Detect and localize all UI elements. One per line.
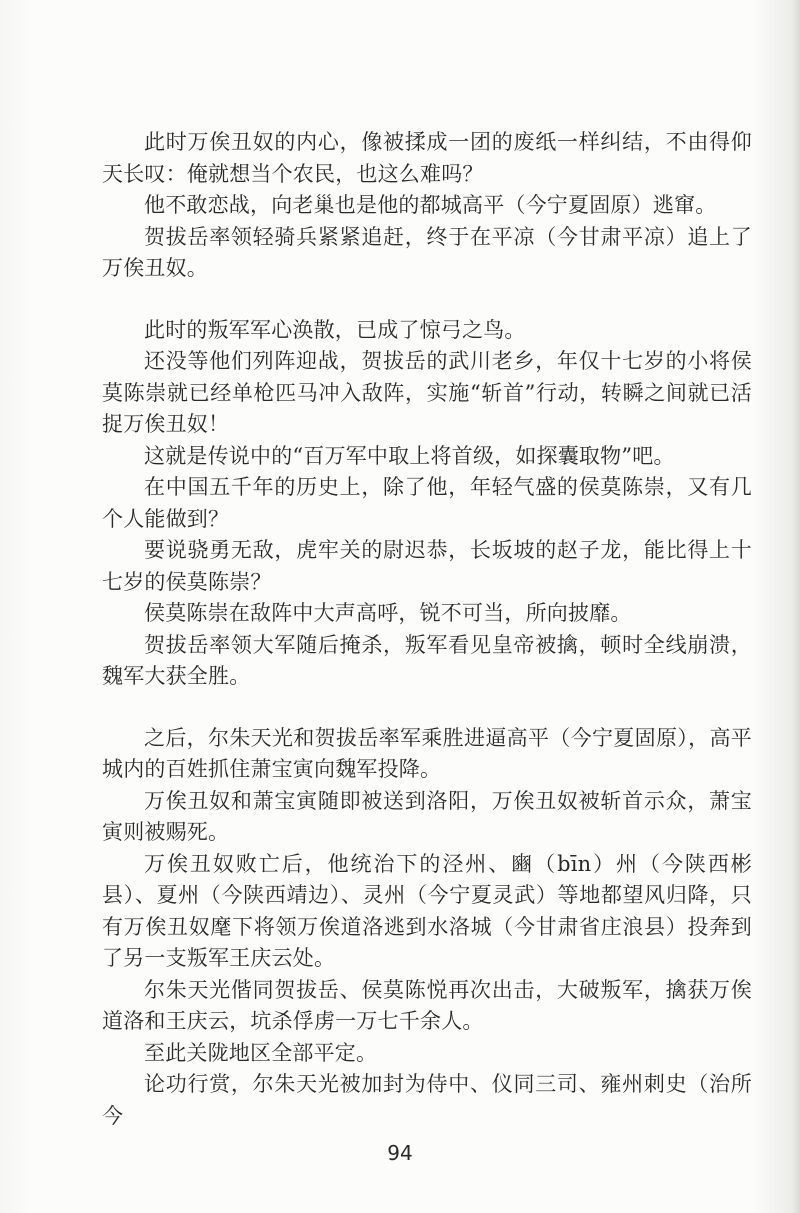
paragraph: 还没等他们列阵迎战，贺拔岳的武川老乡，年仅十七岁的小将侯莫陈崇就已经单枪匹马冲入敌阵，实施“斩首”行动，转瞬之间就已活捉万俟丑奴！ bbox=[102, 349, 752, 436]
paragraph: 至此关陇地区全部平定。 bbox=[144, 1040, 378, 1065]
body-text bbox=[102, 127, 752, 1132]
paragraph: 此时的叛军军心涣散，已成了惊弓之鸟。 bbox=[144, 317, 526, 342]
paragraph: 论功行赏，尔朱天光被加封为侍中、仪同三司、雍州刺史（治所今 bbox=[102, 1072, 752, 1128]
paragraph: 万俟丑奴败亡后，他统治下的泾州、豳（bīn）州（今陕西彬县）、夏州（今陕西靖边）、灵州（今宁夏灵武）等地都望风归降，只有万俟丑奴麾下将领万俟道洛逃到水洛城（今甘肃省庄浪县）投奔到了另一支叛军王庆云处。 bbox=[102, 851, 752, 970]
paragraph: 之后，尔朱天光和贺拔岳率军乘胜进逼高平（今宁夏固原），高平城内的百姓抓住萧宝寅向魏军投降。 bbox=[102, 725, 752, 781]
paragraph: 他不敢恋战，向老巢也是他的都城高平（今宁夏固原）逃窜。 bbox=[144, 193, 717, 217]
page-number: 94 bbox=[387, 1141, 413, 1165]
paragraph: 贺拔岳率领轻骑兵紧紧追赶，终于在平凉（今甘肃平凉）追上了万俟丑奴。 bbox=[102, 224, 752, 280]
section-gap bbox=[102, 285, 752, 315]
paragraph: 此时万俟丑奴的内心，像被揉成一团的废纸一样纠结，不由得仰天长叹：俺就想当个农民，也这么难吗？ bbox=[102, 130, 752, 186]
paragraph: 这就是传说中的“百万军中取上将首级，如探囊取物”吧。 bbox=[144, 443, 675, 468]
paragraph: 贺拔岳率领大军随后掩杀，叛军看见皇帝被擒，顿时全线崩溃，魏军大获全胜。 bbox=[102, 632, 752, 688]
paragraph: 尔朱天光偕同贺拔岳、侯莫陈悦再次出击，大破叛军，擒获万俟道洛和王庆云，坑杀俘虏一万七千余人。 bbox=[102, 977, 752, 1033]
paragraph: 在中国五千年的历史上，除了他，年轻气盛的侯莫陈崇，又有几个人能做到？ bbox=[102, 475, 752, 531]
paragraph: 万俟丑奴和萧宝寅随即被送到洛阳，万俟丑奴被斩首示众，萧宝寅则被赐死。 bbox=[102, 788, 752, 844]
paragraph: 侯莫陈崇在敌阵中大声高呼，锐不可当，所向披靡。 bbox=[144, 601, 632, 625]
paragraph: 要说骁勇无敌，虎牢关的尉迟恭，长坂坡的赵子龙，能比得上十七岁的侯莫陈崇？ bbox=[102, 538, 752, 594]
section-gap bbox=[102, 693, 752, 723]
